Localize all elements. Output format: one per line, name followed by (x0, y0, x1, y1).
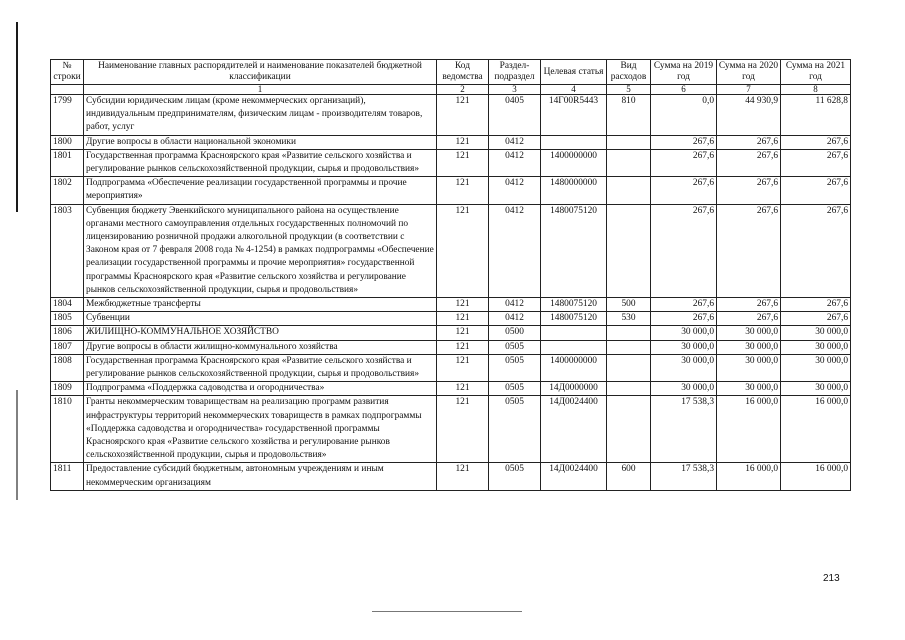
sum-2020: 16 000,0 (717, 396, 781, 463)
sum-2019: 267,6 (651, 312, 717, 326)
sum-2021: 30 000,0 (781, 354, 851, 381)
row-number: 1808 (51, 354, 84, 381)
sum-2021: 16 000,0 (781, 463, 851, 490)
row-number: 1804 (51, 298, 84, 312)
section-code: 0505 (489, 463, 541, 490)
target-item: 1480075120 (541, 204, 607, 297)
agency-code: 121 (437, 298, 489, 312)
sum-2019: 267,6 (651, 298, 717, 312)
row-number: 1800 (51, 135, 84, 149)
sum-2020: 267,6 (717, 204, 781, 297)
row-number: 1806 (51, 326, 84, 340)
sum-2021: 267,6 (781, 135, 851, 149)
sum-2021: 267,6 (781, 312, 851, 326)
sum-2020: 30 000,0 (717, 354, 781, 381)
row-name: Межбюджетные трансферты (84, 298, 437, 312)
table-header-row (51, 60, 851, 85)
column-number: 4 (541, 85, 607, 95)
table-row (51, 354, 851, 381)
table-row (51, 204, 851, 297)
sum-2020: 30 000,0 (717, 326, 781, 340)
sum-2019: 17 538,3 (651, 463, 717, 490)
table-row (51, 396, 851, 463)
agency-code: 121 (437, 149, 489, 176)
target-item: 14Д0024400 (541, 396, 607, 463)
sum-2019: 30 000,0 (651, 382, 717, 396)
table-row (51, 312, 851, 326)
sum-2021: 267,6 (781, 298, 851, 312)
sum-2021: 267,6 (781, 149, 851, 176)
sum-2019: 267,6 (651, 177, 717, 204)
page-number: 213 (823, 573, 840, 584)
budget-table (50, 59, 851, 491)
row-name: Субсидии юридическим лицам (кроме некоммерческих организаций), индивидуальным предпринимателям, физическим лицам - производителям товаров, работ, услуг (84, 95, 437, 136)
agency-code: 121 (437, 396, 489, 463)
sum-2019: 30 000,0 (651, 326, 717, 340)
table-row (51, 463, 851, 490)
target-item: 1400000000 (541, 354, 607, 381)
sum-2019: 30 000,0 (651, 340, 717, 354)
sum-2020: 30 000,0 (717, 382, 781, 396)
column-number (51, 85, 84, 95)
sum-2020: 267,6 (717, 135, 781, 149)
section-code: 0412 (489, 204, 541, 297)
expense-type (607, 354, 651, 381)
section-code: 0412 (489, 298, 541, 312)
row-number: 1805 (51, 312, 84, 326)
expense-type (607, 326, 651, 340)
header-target-item: Целевая статья (541, 60, 607, 85)
row-number: 1807 (51, 340, 84, 354)
expense-type (607, 382, 651, 396)
expense-type: 500 (607, 298, 651, 312)
column-number: 2 (437, 85, 489, 95)
sum-2019: 267,6 (651, 149, 717, 176)
row-name: ЖИЛИЩНО-КОММУНАЛЬНОЕ ХОЗЯЙСТВО (84, 326, 437, 340)
target-item: 14Д0024400 (541, 463, 607, 490)
expense-type: 810 (607, 95, 651, 136)
agency-code: 121 (437, 463, 489, 490)
target-item (541, 135, 607, 149)
row-number: 1811 (51, 463, 84, 490)
sum-2021: 30 000,0 (781, 340, 851, 354)
column-number: 6 (651, 85, 717, 95)
table-row (51, 177, 851, 204)
sum-2021: 30 000,0 (781, 382, 851, 396)
header-expense-type: Вид расходов (607, 60, 651, 85)
header-sum-2020: Сумма на 2020 год (717, 60, 781, 85)
agency-code: 121 (437, 326, 489, 340)
sum-2021: 11 628,8 (781, 95, 851, 136)
section-code: 0505 (489, 354, 541, 381)
expense-type: 530 (607, 312, 651, 326)
agency-code: 121 (437, 340, 489, 354)
sum-2020: 44 930,9 (717, 95, 781, 136)
target-item: 14Д0000000 (541, 382, 607, 396)
row-name: Предоставление субсидий бюджетным, автономным учреждениям и иным некоммерческим организациям (84, 463, 437, 490)
sum-2020: 267,6 (717, 312, 781, 326)
expense-type (607, 177, 651, 204)
sum-2020: 16 000,0 (717, 463, 781, 490)
target-item (541, 326, 607, 340)
table-row (51, 298, 851, 312)
header-sum-2019: Сумма на 2019 год (651, 60, 717, 85)
sum-2020: 267,6 (717, 298, 781, 312)
bottom-rule (372, 611, 522, 612)
row-name: Подпрограмма «Поддержка садоводства и огородничества» (84, 382, 437, 396)
row-name: Государственная программа Красноярского края «Развитие сельского хозяйства и регулирование рынков сельскохозяйственной продукции, сырья и продовольствия» (84, 149, 437, 176)
agency-code: 121 (437, 354, 489, 381)
expense-type (607, 135, 651, 149)
sum-2021: 267,6 (781, 204, 851, 297)
sum-2021: 16 000,0 (781, 396, 851, 463)
agency-code: 121 (437, 312, 489, 326)
section-code: 0505 (489, 382, 541, 396)
table-row (51, 326, 851, 340)
row-number: 1801 (51, 149, 84, 176)
target-item: 1400000000 (541, 149, 607, 176)
column-number: 1 (84, 85, 437, 95)
sum-2021: 30 000,0 (781, 326, 851, 340)
column-number: 5 (607, 85, 651, 95)
sum-2020: 267,6 (717, 177, 781, 204)
agency-code: 121 (437, 177, 489, 204)
section-code: 0412 (489, 135, 541, 149)
sum-2019: 0,0 (651, 95, 717, 136)
column-number: 3 (489, 85, 541, 95)
agency-code: 121 (437, 204, 489, 297)
sum-2019: 17 538,3 (651, 396, 717, 463)
row-number: 1799 (51, 95, 84, 136)
row-name: Субвенция бюджету Эвенкийского муниципального района на осуществление органами местного самоуправления отдельных государственных полномочий по лицензированию розничной продажи алкогольной продукции (в соответствии с Законом края от 7 февраля 2008 года № 4-1254) в рамках подпрограммы «Обеспечение реализации государственной программы и прочие мероприятия» государственной программы Красноярского края «Развитие сельского хозяйства и регулирование рынков сельскохозяйственной продукции, сырья и продовольствия» (84, 204, 437, 297)
expense-type (607, 204, 651, 297)
row-name: Другие вопросы в области жилищно-коммунального хозяйства (84, 340, 437, 354)
scan-edge-mark (16, 22, 18, 212)
sum-2019: 267,6 (651, 204, 717, 297)
section-code: 0505 (489, 340, 541, 354)
section-code: 0505 (489, 396, 541, 463)
header-section: Раздел-подраздел (489, 60, 541, 85)
row-name: Подпрограмма «Обеспечение реализации государственной программы и прочие мероприятия» (84, 177, 437, 204)
section-code: 0412 (489, 177, 541, 204)
header-sum-2021: Сумма на 2021 год (781, 60, 851, 85)
column-number-row (51, 85, 851, 95)
section-code: 0405 (489, 95, 541, 136)
row-name: Субвенции (84, 312, 437, 326)
row-number: 1810 (51, 396, 84, 463)
row-number: 1809 (51, 382, 84, 396)
target-item: 14Г00R5443 (541, 95, 607, 136)
section-code: 0412 (489, 312, 541, 326)
target-item (541, 340, 607, 354)
sum-2019: 267,6 (651, 135, 717, 149)
sum-2020: 30 000,0 (717, 340, 781, 354)
expense-type (607, 396, 651, 463)
row-name: Гранты некоммерческим товариществам на реализацию программ развития инфраструктуры территорий некоммерческих товариществ в рамках подпрограммы «Поддержка садоводства и огородничества» государственной программы Красноярского края «Развитие сельского хозяйства и регулирование рынков сельскохозяйственной продукции, сырья и продовольствия» (84, 396, 437, 463)
expense-type (607, 149, 651, 176)
expense-type (607, 340, 651, 354)
agency-code: 121 (437, 382, 489, 396)
sum-2021: 267,6 (781, 177, 851, 204)
target-item: 1480000000 (541, 177, 607, 204)
table-row (51, 135, 851, 149)
header-agency-code: Код ведомства (437, 60, 489, 85)
table-row (51, 95, 851, 136)
header-row-number: № строки (51, 60, 84, 85)
agency-code: 121 (437, 95, 489, 136)
section-code: 0500 (489, 326, 541, 340)
table-row (51, 149, 851, 176)
column-number: 8 (781, 85, 851, 95)
target-item: 1480075120 (541, 312, 607, 326)
sum-2020: 267,6 (717, 149, 781, 176)
sum-2019: 30 000,0 (651, 354, 717, 381)
table-row (51, 382, 851, 396)
expense-type: 600 (607, 463, 651, 490)
section-code: 0412 (489, 149, 541, 176)
table-row (51, 340, 851, 354)
row-number: 1802 (51, 177, 84, 204)
column-number: 7 (717, 85, 781, 95)
row-name: Государственная программа Красноярского края «Развитие сельского хозяйства и регулирование рынков сельскохозяйственной продукции, сырья и продовольствия» (84, 354, 437, 381)
row-number: 1803 (51, 204, 84, 297)
target-item: 1480075120 (541, 298, 607, 312)
header-name: Наименование главных распорядителей и наименование показателей бюджетной классификации (84, 60, 437, 85)
row-name: Другие вопросы в области национальной экономики (84, 135, 437, 149)
scan-edge-mark (16, 390, 18, 500)
agency-code: 121 (437, 135, 489, 149)
